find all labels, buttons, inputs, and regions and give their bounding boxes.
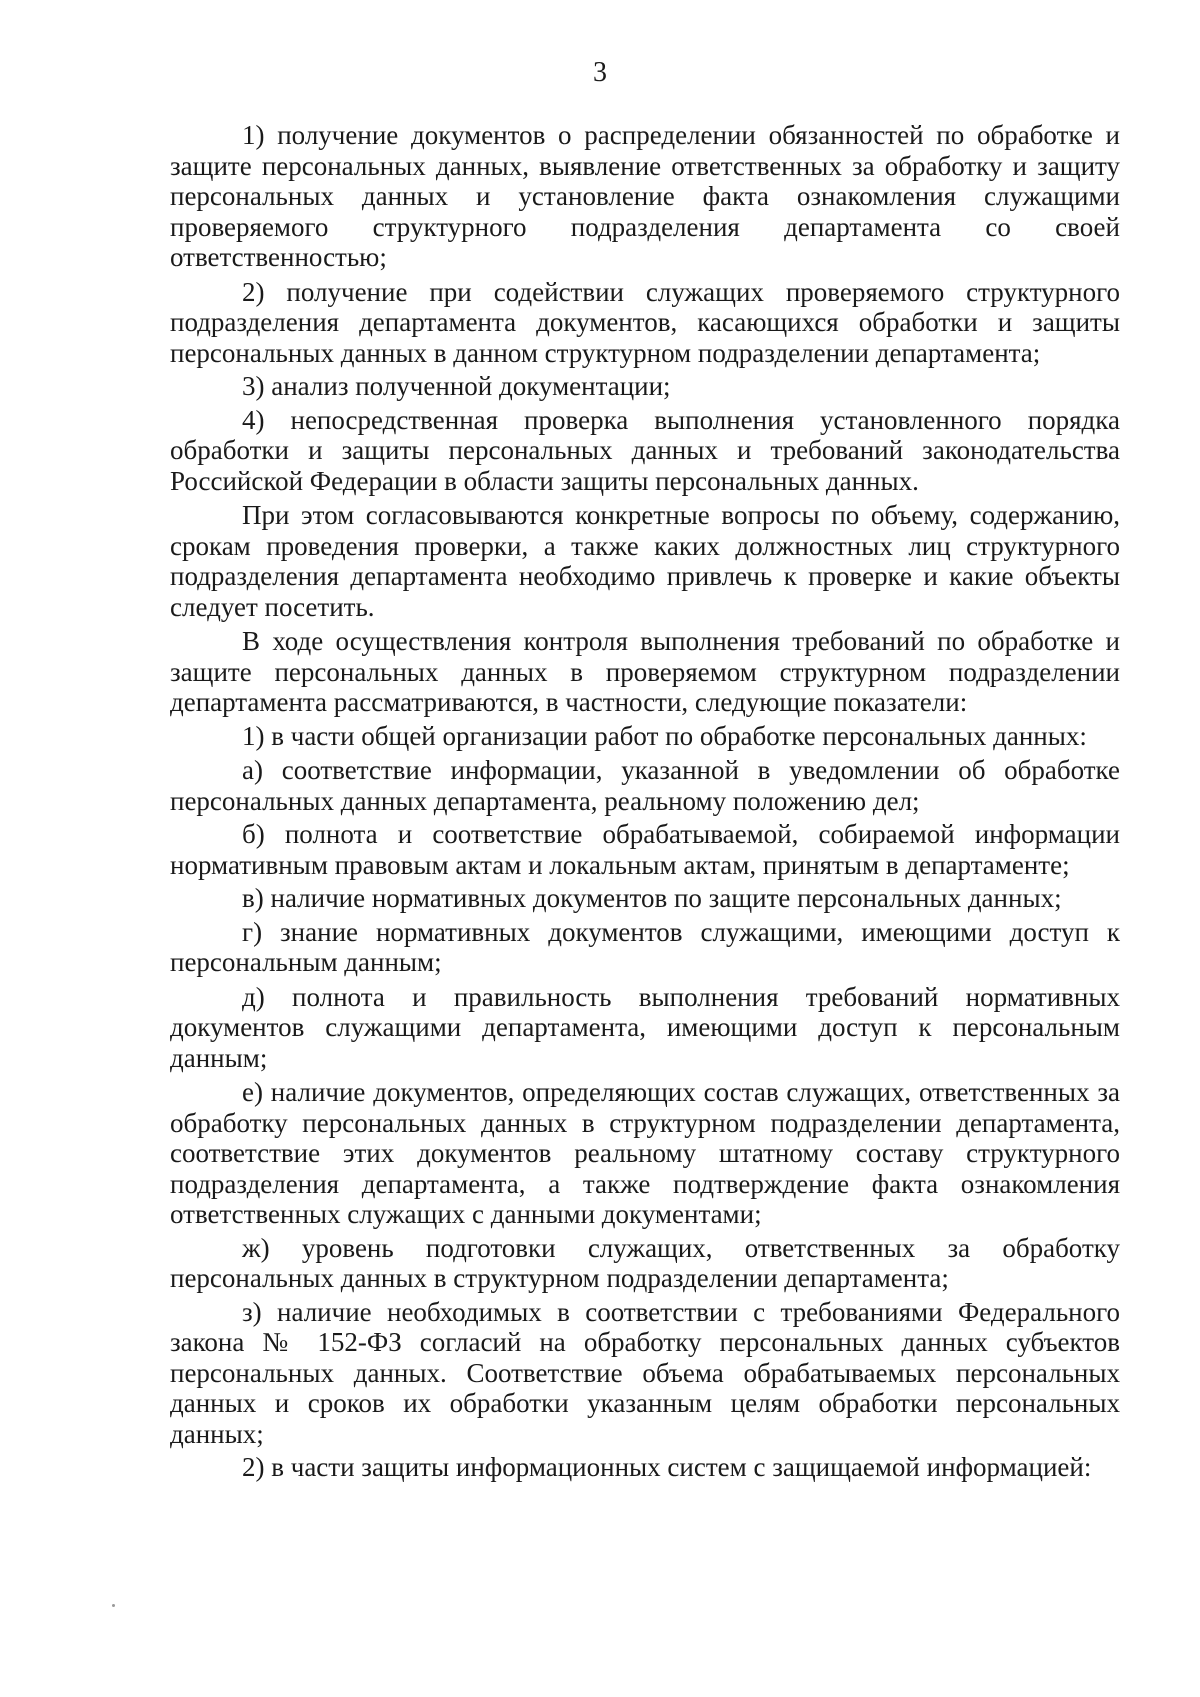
paragraph-item-2-receipt: 2) получение при содействии служащих проверяемого структурного подразделения департамента документов, касающихся обработки и защиты персональных данных в данном структурном подразделении департамента; bbox=[170, 276, 1120, 368]
paragraph-subitem-v: в) наличие нормативных документов по защите персональных данных; bbox=[242, 883, 1062, 913]
page-number: 3 bbox=[593, 57, 607, 88]
paragraph-indicators-intro: В ходе осуществления контроля выполнения требований по обработке и защите персональных данных в проверяемом структурном подразделении департамента рассматриваются, в частности, следующие показатели: bbox=[170, 626, 1120, 717]
document-body bbox=[170, 120, 1120, 1486]
paragraph-subitem-g: г) знание нормативных документов служащими, имеющими доступ к персональным данным; bbox=[170, 916, 1120, 977]
paragraph-item-3-analysis: 3) анализ полученной документации; bbox=[242, 371, 671, 401]
paragraph-part-1: 1) в части общей организации работ по обработке персональных данных: bbox=[242, 720, 1087, 751]
paragraph-subitem-zh: ж) уровень подготовки служащих, ответственных за обработку персональных данных в структурном подразделении департамента; bbox=[170, 1232, 1120, 1293]
paragraph-subitem-b: б) полнота и соответствие обрабатываемой, собираемой информации нормативным правовым актам и локальным актам, принятым в департаменте; bbox=[170, 819, 1120, 880]
paragraph-part-2: 2) в части защиты информационных систем с защищаемой информацией: bbox=[242, 1452, 1092, 1482]
paragraph-subitem-a: а) соответствие информации, указанной в уведомлении об обработке персональных данных департамента, реальному положению дел; bbox=[170, 755, 1120, 816]
paragraph-subitem-z: з) наличие необходимых в соответствии с требованиями Федерального закона № 152-ФЗ согласий на обработку персональных данных субъектов персональных данных. Соответствие объема обрабатываемых персональных данных и сроков их обработки указанным целям обработки персональных данных; bbox=[170, 1296, 1120, 1449]
paragraph-item-1-receipt: 1) получение документов о распределении обязанностей по обработке и защите персональных данных, выявление ответственных за обработку и защиту персональных данных и установление факта ознакомления служащими проверяемого структурного подразделения департамента со своей ответственностью; bbox=[170, 120, 1120, 272]
scan-speck bbox=[112, 1604, 115, 1607]
paragraph-coordination: При этом согласовываются конкретные вопросы по объему, содержанию, срокам проведения проверки, а также каких должностных лиц структурного подразделения департамента необходимо привлечь к проверке и какие объекты следует посетить. bbox=[170, 500, 1120, 622]
paragraph-item-4-inspection: 4) непосредственная проверка выполнения установленного порядка обработки и защиты персональных данных и требований законодательства Российской Федерации в области защиты персональных данных. bbox=[170, 404, 1120, 496]
paragraph-subitem-e: е) наличие документов, определяющих состав служащих, ответственных за обработку персональных данных в структурном подразделении департамента, соответствие этих документов реальному штатному составу структурного подразделения департамента, а также подтверждение факта ознакомления ответственных служащих с данными документами; bbox=[170, 1077, 1120, 1229]
paragraph-subitem-d: д) полнота и правильность выполнения требований нормативных документов служащими департамента, имеющими доступ к персональным данным; bbox=[170, 981, 1120, 1073]
